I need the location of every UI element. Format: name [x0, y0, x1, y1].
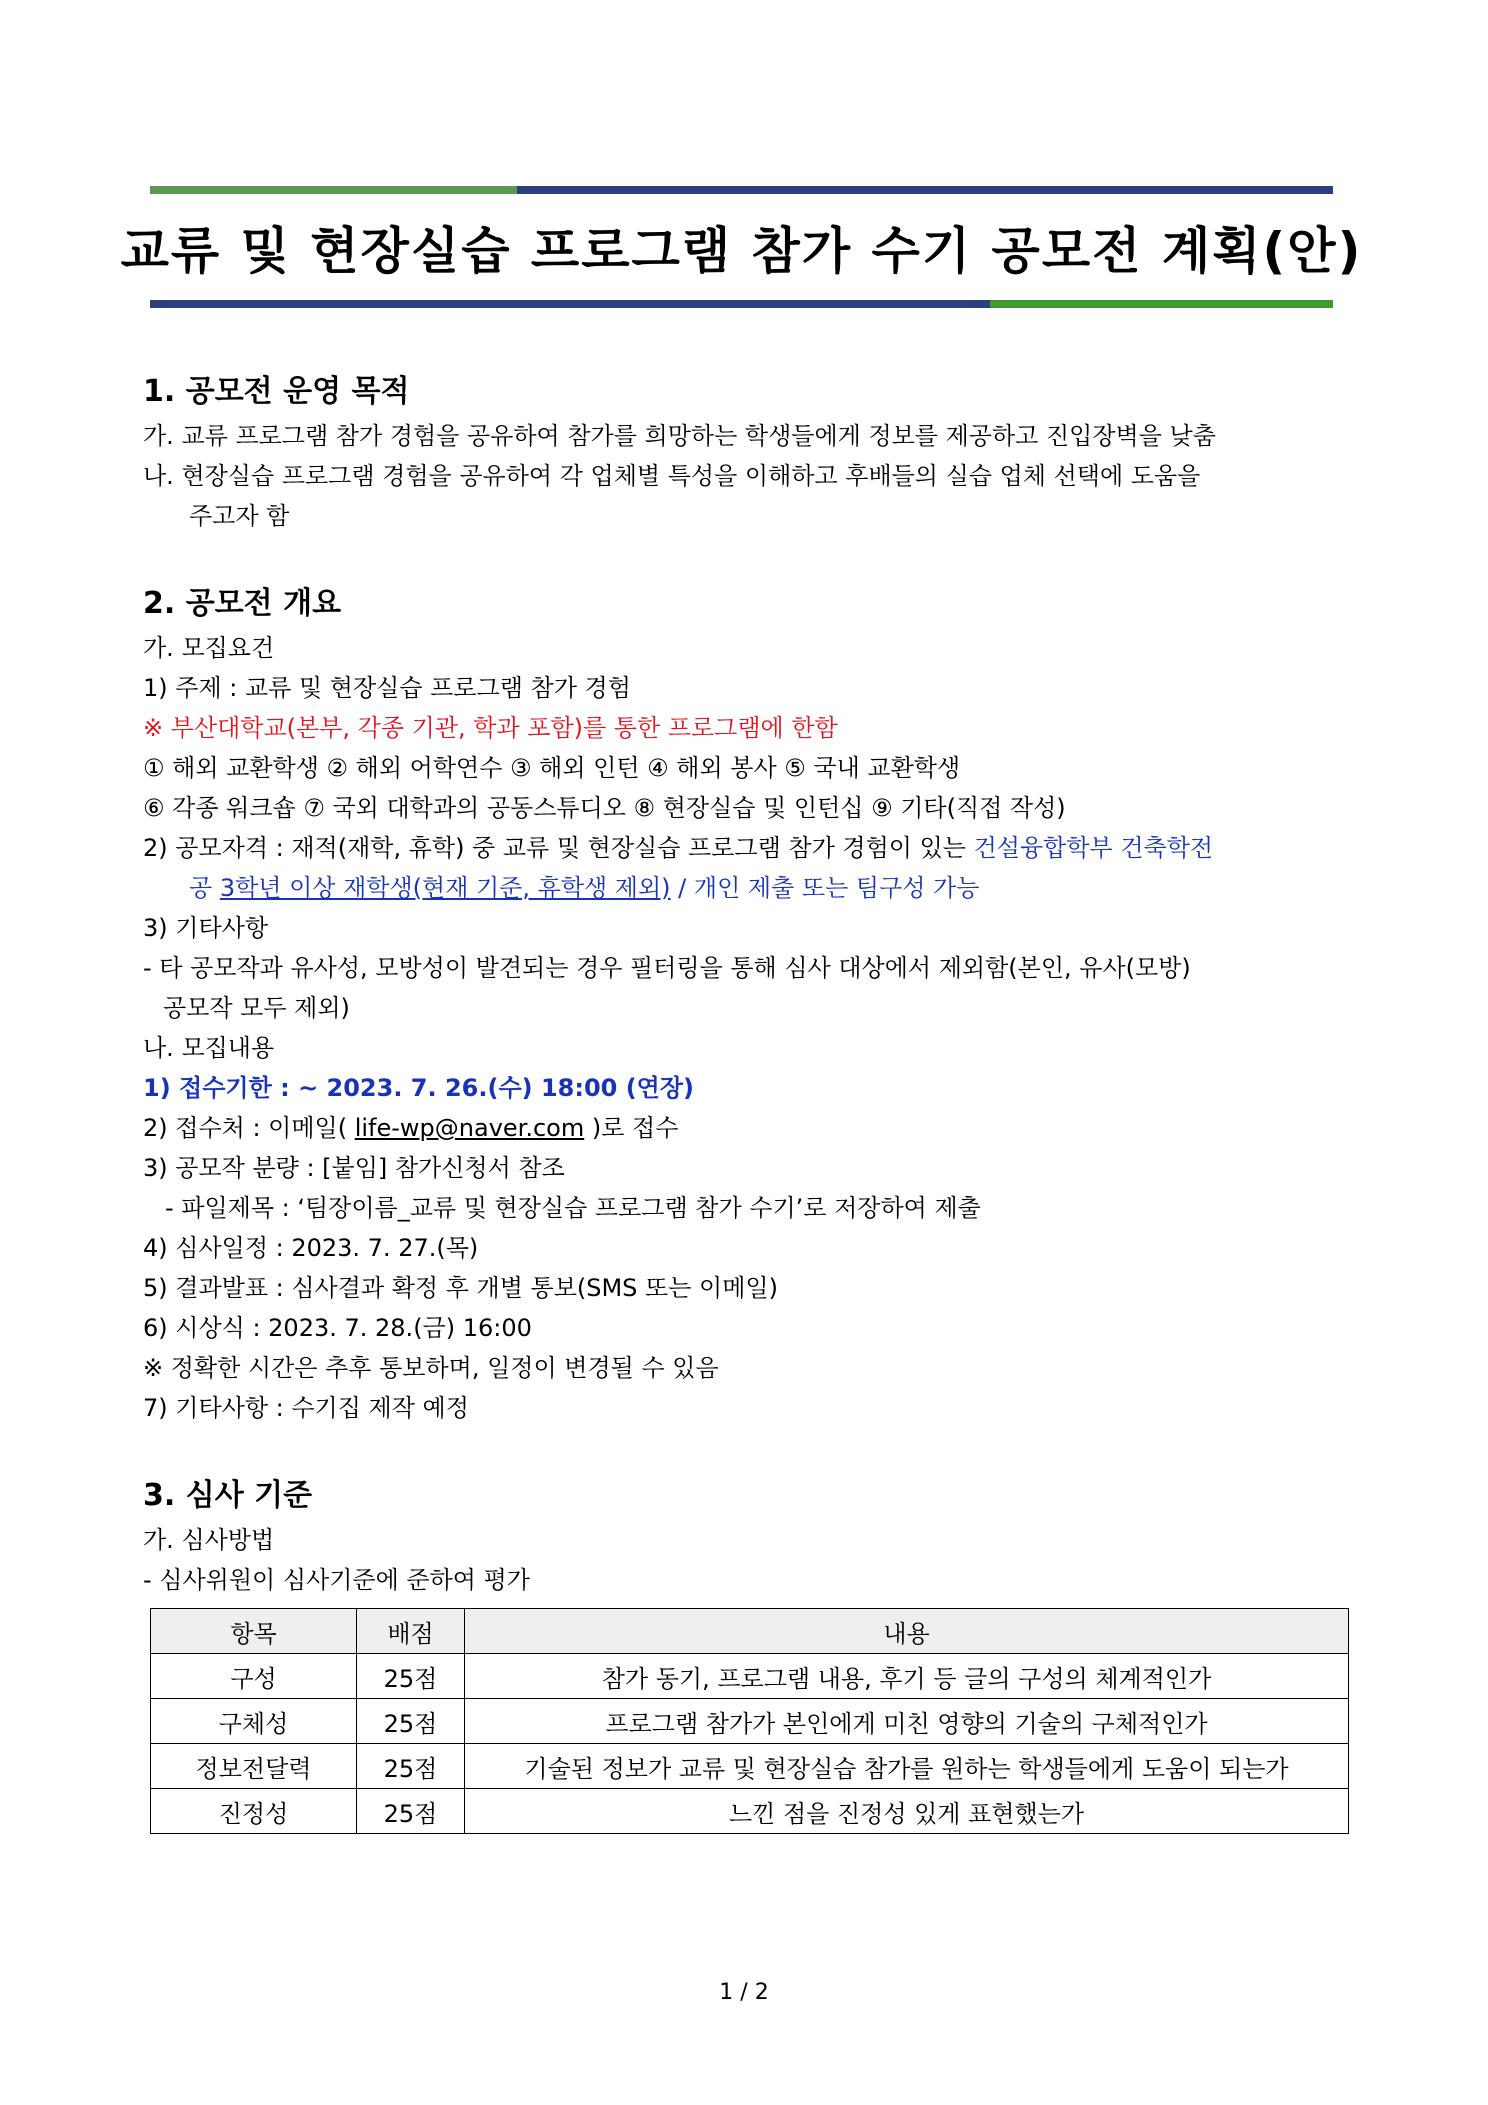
table-cell: 느낀 점을 진정성 있게 표현했는가 [465, 1789, 1349, 1834]
table-cell: 기술된 정보가 교류 및 현장실습 참가를 원하는 학생들에게 도움이 되는가 [465, 1744, 1349, 1789]
review-date-line: 4) 심사일정 : 2023. 7. 27.(목) [143, 1234, 479, 1262]
title-top-bar [150, 186, 1333, 194]
topic-line: 1) 주제 : 교류 및 현장실습 프로그램 참가 경험 [143, 674, 631, 702]
table-cell: 참가 동기, 프로그램 내용, 후기 등 글의 구성의 체계적인가 [465, 1654, 1349, 1699]
submit-prefix: 2) 접수처 : 이메일( [143, 1114, 355, 1142]
program-list-2: ⑥ 각종 워크숍 ⑦ 국외 대학과의 공동스튜디오 ⑧ 현장실습 및 인턴십 ⑨ 기타(직접 작성) [143, 794, 1066, 822]
table-cell: 구체성 [151, 1699, 357, 1744]
table-cell: 25점 [357, 1744, 465, 1789]
ceremony-line: 6) 시상식 : 2023. 7. 28.(금) 16:00 [143, 1314, 532, 1342]
section1-item-b: 나. 현장실습 프로그램 경험을 공유하여 각 업체별 특성을 이해하고 후배들의 실습 업체 선택에 도움을 [143, 462, 1201, 490]
program-list-1: ① 해외 교환학생 ② 해외 어학연수 ③ 해외 인턴 ④ 해외 봉사 ⑤ 국내 교환학생 [143, 754, 961, 782]
submit-suffix: )로 접수 [584, 1114, 679, 1142]
table-row [151, 1744, 1349, 1789]
deadline-line: 1) 접수기한 : ~ 2023. 7. 26.(수) 18:00 (연장) [143, 1074, 695, 1102]
table-cell: 정보전달력 [151, 1744, 357, 1789]
eligibility-line [143, 828, 1353, 868]
section3-heading: 3. 심사 기준 [143, 1478, 313, 1513]
table-cell: 진정성 [151, 1789, 357, 1834]
eligibility-line-cont [143, 868, 1353, 908]
eligibility-target-1: 건설융합학부 건축학전 [973, 834, 1214, 862]
eligibility-note: ※ 부산대학교(본부, 각종 기관, 학과 포함)를 통한 프로그램에 한함 [143, 714, 838, 742]
contents-title: 나. 모집내용 [143, 1034, 275, 1062]
requirements-title: 가. 모집요건 [143, 634, 275, 662]
etc-title: 3) 기타사항 [143, 914, 268, 942]
section1-item-b-cont: 주고자 함 [189, 502, 290, 530]
eligibility-target-4: / 개인 제출 또는 팀구성 가능 [670, 874, 980, 902]
other-line: 7) 기타사항 : 수기집 제작 예정 [143, 1394, 469, 1422]
method-title: 가. 심사방법 [143, 1526, 275, 1554]
time-note: ※ 정확한 시간은 추후 통보하며, 일정이 변경될 수 있음 [143, 1354, 719, 1382]
method-line: - 심사위원이 심사기준에 준하여 평가 [143, 1566, 530, 1594]
eligibility-prefix: 2) 공모자격 : 재적(재학, 휴학) 중 교류 및 현장실습 프로그램 참가 경험이 있는 [143, 834, 974, 862]
table-cell: 25점 [357, 1789, 465, 1834]
page-number: 1 / 2 [719, 1980, 769, 2005]
table-header-content: 내용 [465, 1609, 1349, 1654]
title-bottom-bar [150, 300, 1333, 308]
section1-heading: 1. 공모전 운영 목적 [143, 374, 410, 409]
table-header-row [151, 1609, 1349, 1654]
table-row [151, 1699, 1349, 1744]
etc-line-2: 공모작 모두 제외) [163, 994, 350, 1022]
title-block [120, 186, 1363, 308]
submit-email-link[interactable]: life-wp@naver.com [354, 1114, 585, 1142]
volume-line: 3) 공모작 분량 : [붙임] 참가신청서 참조 [143, 1154, 565, 1182]
filename-line: - 파일제목 : ‘팀장이름_교류 및 현장실습 프로그램 참가 수기’로 저장하여 제출 [165, 1194, 981, 1222]
section2-heading: 2. 공모전 개요 [143, 586, 342, 621]
eligibility-target-3: 3학년 이상 재학생(현재 기준, 휴학생 제외) [219, 874, 671, 902]
eligibility-target-2: 공 [189, 874, 220, 902]
document-title: 교류 및 현장실습 프로그램 참가 수기 공모전 계획(안) [120, 222, 1363, 280]
table-cell: 25점 [357, 1654, 465, 1699]
table-cell: 구성 [151, 1654, 357, 1699]
section1-item-a: 가. 교류 프로그램 참가 경험을 공유하여 참가를 희망하는 학생들에게 정보를 제공하고 진입장벽을 낮춤 [143, 422, 1216, 450]
table-cell: 25점 [357, 1699, 465, 1744]
table-row [151, 1654, 1349, 1699]
table-header-score: 배점 [357, 1609, 465, 1654]
table-row [151, 1789, 1349, 1834]
table-header-item: 항목 [151, 1609, 357, 1654]
submit-line [143, 1108, 1353, 1148]
document-body [143, 368, 1353, 1834]
etc-line-1: - 타 공모작과 유사성, 모방성이 발견되는 경우 필터링을 통해 심사 대상에서 제외함(본인, 유사(모방) [143, 954, 1191, 982]
result-line: 5) 결과발표 : 심사결과 확정 후 개별 통보(SMS 또는 이메일) [143, 1274, 778, 1302]
criteria-table [150, 1608, 1349, 1834]
table-cell: 프로그램 참가가 본인에게 미친 영향의 기술의 구체적인가 [465, 1699, 1349, 1744]
